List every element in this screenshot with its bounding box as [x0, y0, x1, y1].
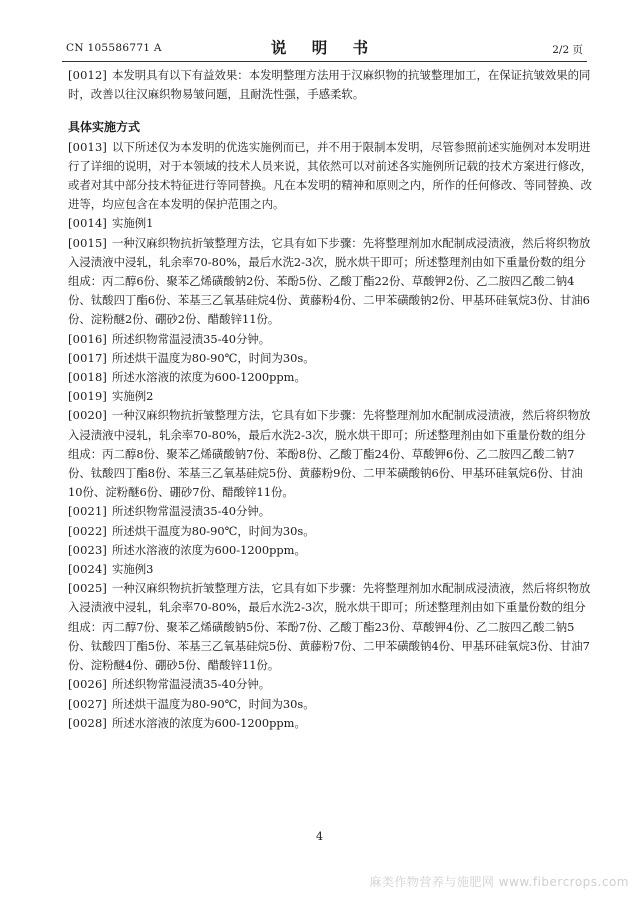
paragraph-number: [0024] [68, 562, 108, 577]
paragraph-text: 所述烘干温度为80-90℃，时间为30s。 [112, 696, 315, 711]
section-heading: 具体实施方式 [68, 120, 141, 135]
paragraph [68, 406, 596, 502]
paragraph-number: [0014] [68, 216, 108, 231]
paragraph [68, 675, 596, 694]
paragraph-number: [0016] [68, 331, 108, 346]
paragraph-number: [0020] [68, 408, 108, 423]
paragraph-text: 实施例1 [112, 216, 154, 231]
paragraph-number: [0022] [68, 523, 108, 538]
page-fraction: 2/2 页 [552, 44, 583, 56]
paragraph-number: [0017] [68, 350, 108, 365]
paragraph-number: [0027] [68, 696, 108, 711]
paragraph [68, 66, 596, 104]
paragraph-text: 所述烘干温度为80-90℃，时间为30s。 [112, 523, 315, 538]
paragraph-text: 实施例3 [112, 562, 154, 577]
paragraph-text: 所述水溶液的浓度为600-1200ppm。 [112, 370, 306, 385]
paragraph [68, 714, 596, 733]
header-divider [62, 61, 587, 62]
paragraph [68, 541, 596, 560]
paragraph [68, 579, 596, 675]
watermark: 麻类作物营养与施肥网 www.fibercrops.com [369, 875, 629, 889]
paragraph-text: 本发明具有以下有益效果：本发明整理方法用于汉麻织物的抗皱整理加工，在保证抗皱效果的同时，改善以往汉麻织物易皱问题，且耐洗性强，手感柔软。 [68, 68, 591, 102]
paragraph-text: 一种汉麻织物抗折皱整理方法，它具有如下步骤：先将整理剂加水配制成浸渍液，然后将织物放入浸渍液中浸轧，轧余率70-80%，最后水洗2-3次，脱水烘干即可；所述整理剂由如下重量份数的组分组成：丙二醇8份、聚苯乙烯磺酸钠7份、苯酚8份、乙酸丁酯24份、草酸钾6份、乙二胺四乙酸二钠7份、钛酸四丁酯8份、苯基三乙氧基硅烷5份、黄藤粉9份、二甲苯磺酸钠6份、甲基环硅氧烷6份、甘油10份、淀粉醚6份、硼砂7份、醋酸锌11份。 [68, 408, 591, 500]
paragraph-text: 实施例2 [112, 389, 154, 404]
paragraph-text: 一种汉麻织物抗折皱整理方法，它具有如下步骤：先将整理剂加水配制成浸渍液，然后将织物放入浸渍液中浸轧，轧余率70-80%，最后水洗2-3次，脱水烘干即可；所述整理剂由如下重量份数的组分组成：丙二醇7份、聚苯乙烯磺酸钠5份、苯酚7份、乙酸丁酯23份、草酸钾4份、乙二胺四乙酸二钠5份、钛酸四丁酯5份、苯基三乙氧基硅烷5份、黄藤粉7份、二甲苯磺酸钠4份、甲基环硅氧烷3份、甘油7份、淀粉醚4份、硼砂5份、醋酸锌11份。 [68, 581, 591, 673]
document-header [62, 32, 587, 62]
paragraph [68, 330, 596, 349]
paragraph [68, 522, 596, 541]
paragraph [68, 138, 596, 215]
paragraph-number: [0021] [68, 504, 108, 519]
paragraph [68, 368, 596, 387]
paragraph-number: [0012] [68, 68, 108, 82]
paragraph-text: 所述水溶液的浓度为600-1200ppm。 [112, 715, 306, 730]
paragraph-text: 以下所述仅为本发明的优选实施例而已，并不用于限制本发明，尽管参照前述实施例对本发明进行了详细的说明，对于本领域的技术人员来说，其依然可以对前述各实施例所记载的技术方案进行修改，或者对其中部分技术特征进行等同替换。凡在本发明的精神和原则之内，所作的任何修改、等同替换、改进等，均应包含在本发明的保护范围之内。 [68, 139, 592, 212]
paragraph-number: [0019] [68, 389, 108, 404]
paragraph-text: 所述烘干温度为80-90℃，时间为30s。 [112, 350, 315, 365]
paragraph-text: 所述水溶液的浓度为600-1200ppm。 [112, 542, 306, 557]
paragraph-number: [0025] [68, 581, 108, 596]
paragraph-number: [0026] [68, 677, 108, 692]
paragraph [68, 695, 596, 714]
paragraph-text: 一种汉麻织物抗折皱整理方法，它具有如下步骤：先将整理剂加水配制成浸渍液，然后将织物放入浸渍液中浸轧，轧余率70-80%，最后水洗2-3次，脱水烘干即可；所述整理剂由如下重量份数的组分组成：丙二醇6份、聚苯乙烯磺酸钠2份、苯酚5份、乙酸丁酯22份、草酸钾2份、乙二胺四乙酸二钠4份、钛酸四丁酯6份、苯基三乙氧基硅烷4份、黄藤粉4份、二甲苯磺酸钠2份、甲基环硅氧烷3份、甘油6份、淀粉醚2份、硼砂2份、醋酸锌11份。 [68, 235, 591, 327]
paragraph [68, 502, 596, 521]
publication-number: CN 105586771 A [66, 42, 162, 54]
paragraph-text: 所述织物常温浸渍35-40分钟。 [112, 677, 271, 692]
page-number: 4 [316, 830, 323, 843]
paragraph [68, 349, 596, 368]
paragraph-text: 所述织物常温浸渍35-40分钟。 [112, 504, 271, 519]
paragraph-number: [0013] [68, 139, 108, 154]
paragraph-number: [0028] [68, 715, 108, 730]
paragraph [68, 214, 596, 233]
paragraph [68, 560, 596, 579]
document-body [68, 66, 596, 733]
document-title: 说 明 书 [270, 38, 379, 57]
paragraph-text: 所述织物常温浸渍35-40分钟。 [112, 331, 271, 346]
paragraph [68, 234, 596, 330]
paragraph-number: [0023] [68, 542, 108, 557]
paragraph-number: [0018] [68, 370, 108, 385]
paragraph-number: [0015] [68, 235, 108, 250]
paragraph [68, 387, 596, 406]
